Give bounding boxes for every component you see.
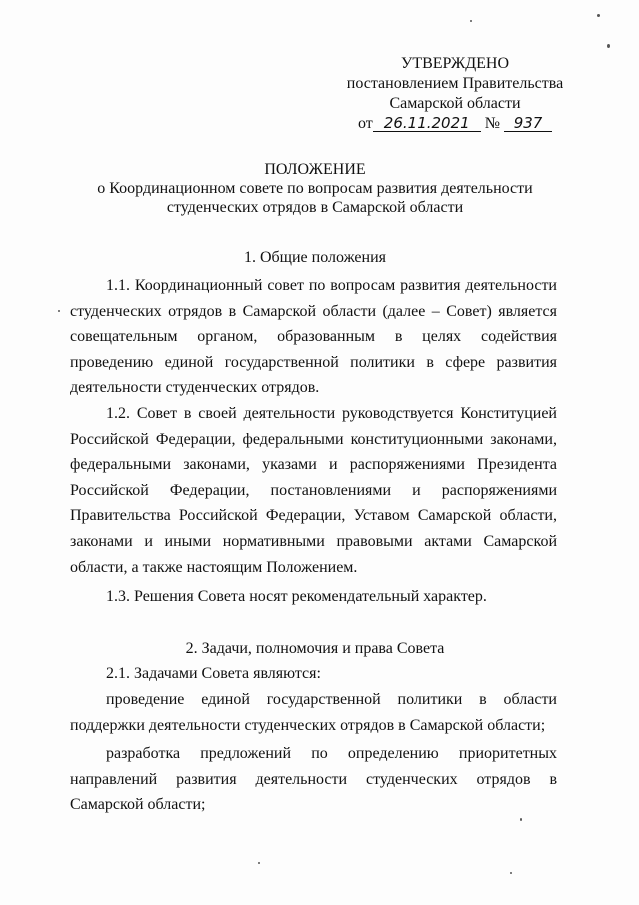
paragraph-1-1: 1.1. Координационный совет по вопросам развития деятельности студенческих отрядов в Самарской области (далее – Совет) является совещательным органом, образованным в целях содействия проведению единой государственной политики в сфере развития деятельности студенческих отрядов. [70,277,557,397]
approval-line-2: Самарской области [389,95,521,112]
handwritten-number: 937 [504,115,552,132]
title-main: ПОЛОЖЕНИЕ [264,161,366,178]
paragraph-2-1: 2.1. Задачами Совета являются: [106,665,321,682]
approved-label: УТВЕРЖДЕНО [400,55,509,72]
from-prefix: от [357,115,373,132]
scan-speck [258,862,260,864]
scan-speck [470,20,472,22]
title-line-2: студенческих отрядов в Самарской области [166,199,464,216]
handwritten-date: 26.11.2021 [373,115,481,132]
paragraph-2-bullet-1: проведение единой государственной политики в области поддержки деятельности студенческих отрядов в Самарской области; [70,691,557,734]
approval-date-line [358,114,552,134]
section-2-heading: 2. Задачи, полномочия и права Совета [185,640,445,657]
paragraph-2-bullet-2: разработка предложений по определению приоритетных направлений развития деятельности студенческих отрядов в Самарской области; [70,745,557,814]
approval-line-1: постановлением Правительства [346,75,564,92]
scan-speck [58,310,60,312]
scan-speck [510,872,512,874]
paragraph-1-3: 1.3. Решения Совета носят рекомендательный характер. [106,588,487,605]
approval-block [330,54,580,134]
number-prefix: № [484,115,501,132]
title-line-1: о Координационном совете по вопросам развития деятельности [97,180,533,197]
document-title [70,160,560,217]
scan-speck [597,14,600,17]
scan-speck [607,44,610,48]
paragraph-1-2: 1.2. Совет в своей деятельности руководствуется Конституцией Российской Федерации, федеральными конституционными законами, федеральными законами, указами и распоряжениями Президента Российской Федерации, постановлениями и распоряжениями Правительства Российской Федерации, Уставом Самарской области, законами и иными нормативными правовыми актами Самарской области, а также настоящим Положением. [70,405,557,576]
scan-speck [520,818,522,821]
section-1-heading: 1. Общие положения [243,249,387,266]
